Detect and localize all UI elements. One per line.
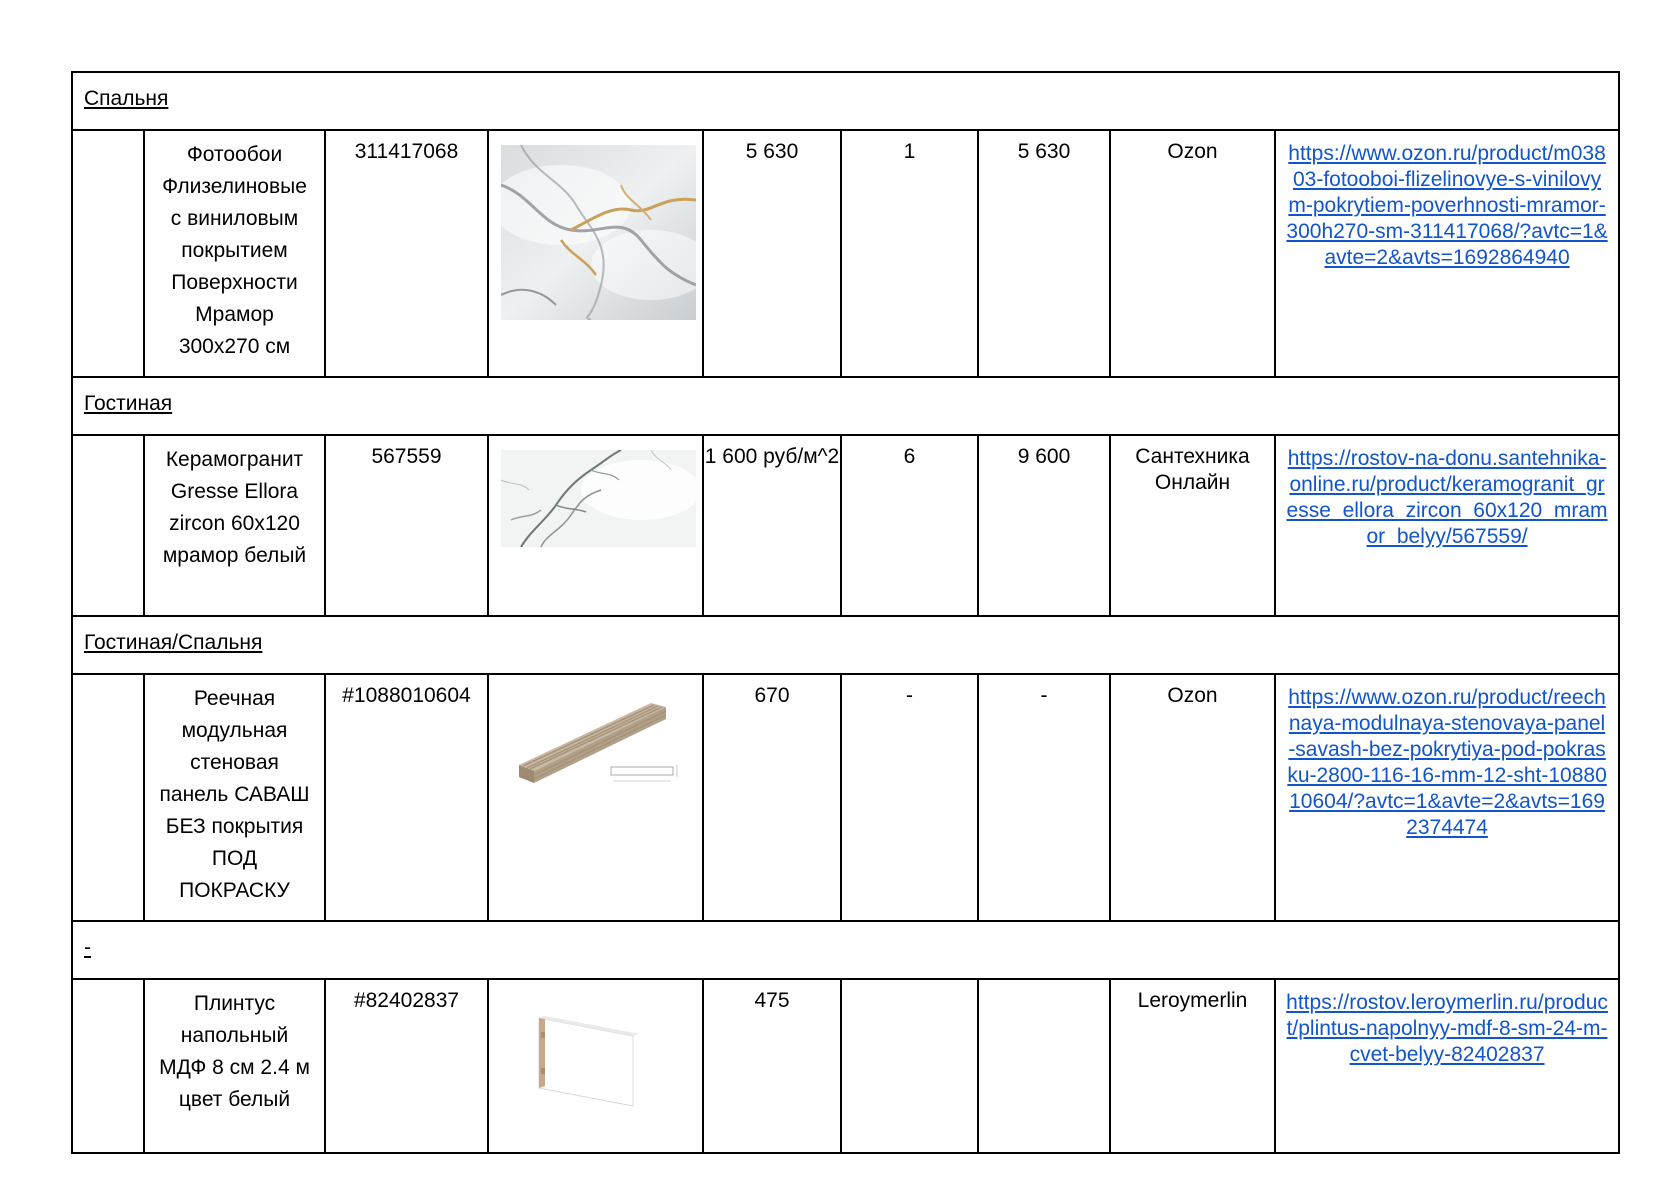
item-name: Плинтус напольный МДФ 8 см 2.4 м цвет белый (144, 979, 325, 1153)
item-link-cell (1275, 979, 1619, 1153)
item-shop: Ozon (1110, 130, 1275, 377)
section-title-cell (72, 616, 1619, 674)
item-price: 670 (703, 674, 841, 921)
item-name: Фотообои Флизелиновые с виниловым покрытием Поверхности Мрамор 300x270 см (144, 130, 325, 377)
item-code: #1088010604 (325, 674, 488, 921)
item-code: 567559 (325, 435, 488, 616)
section-title-cell (72, 377, 1619, 435)
item-total: 9 600 (978, 435, 1110, 616)
table-row (72, 130, 1619, 377)
item-code: #82402837 (325, 979, 488, 1153)
item-shop: Leroymerlin (1110, 979, 1275, 1153)
item-shop: Ozon (1110, 674, 1275, 921)
section-title-cell (72, 72, 1619, 130)
table-row (72, 674, 1619, 921)
empty-cell (72, 435, 144, 616)
item-total: - (978, 674, 1110, 921)
item-image-cell (488, 979, 703, 1153)
item-shop: Сантехника Онлайн (1110, 435, 1275, 616)
item-name: Реечная модульная стеновая панель САВАШ БЕЗ покрытия ПОД ПОКРАСКУ (144, 674, 325, 921)
section-header-row (72, 377, 1619, 435)
table-row (72, 435, 1619, 616)
baseboard-image (501, 998, 696, 1108)
item-link-cell (1275, 130, 1619, 377)
porcelain-tile-image (501, 450, 696, 547)
section-title: Гостиная/Спальня (84, 631, 263, 654)
section-title: Спальня (84, 87, 169, 110)
slat-panel-image (501, 695, 696, 805)
item-image-cell (488, 674, 703, 921)
item-qty: - (841, 674, 978, 921)
item-image-cell (488, 435, 703, 616)
section-header-row (72, 921, 1619, 979)
item-qty: 1 (841, 130, 978, 377)
item-price: 5 630 (703, 130, 841, 377)
section-title: Гостиная (84, 392, 173, 415)
item-link-cell (1275, 674, 1619, 921)
item-image-cell (488, 130, 703, 377)
empty-cell (72, 979, 144, 1153)
spec-table (71, 71, 1620, 1154)
empty-cell (72, 130, 144, 377)
product-link[interactable]: https://rostov-na-donu.santehnika-online.ru/product/keramogranit_gresse_ellora_zircon_60x120_mramor_belyy/567559/ (1286, 447, 1608, 548)
empty-cell (72, 674, 144, 921)
item-total (978, 979, 1110, 1153)
item-price: 1 600 руб/м^2 (703, 435, 841, 616)
table-row (72, 979, 1619, 1153)
section-title-cell (72, 921, 1619, 979)
product-link[interactable]: https://www.ozon.ru/product/m03803-fotooboi-flizelinovye-s-vinilovym-pokrytiem-poverhnosti-mramor-300h270-sm-311417068/?avtc=1&avte=2&avts=1692864940 (1286, 142, 1608, 269)
section-header-row (72, 72, 1619, 130)
product-link[interactable]: https://www.ozon.ru/product/reechnaya-modulnaya-stenovaya-panel-savash-bez-pokrytiya-pod-pokrasku-2800-116-16-mm-12-sht-1088010604/?avtc=1&avte=2&avts=1692374474 (1287, 686, 1607, 839)
product-link[interactable]: https://rostov.leroymerlin.ru/product/plintus-napolnyy-mdf-8-sm-24-m-cvet-belyy-82402837 (1286, 991, 1608, 1066)
item-code: 311417068 (325, 130, 488, 377)
section-header-row (72, 616, 1619, 674)
item-name: Керамогранит Gresse Ellora zircon 60x120 мрамор белый (144, 435, 325, 616)
item-qty: 6 (841, 435, 978, 616)
item-total: 5 630 (978, 130, 1110, 377)
item-link-cell (1275, 435, 1619, 616)
section-title: - (84, 936, 91, 959)
marble-wallpaper-image (501, 145, 696, 320)
item-price: 475 (703, 979, 841, 1153)
item-qty (841, 979, 978, 1153)
